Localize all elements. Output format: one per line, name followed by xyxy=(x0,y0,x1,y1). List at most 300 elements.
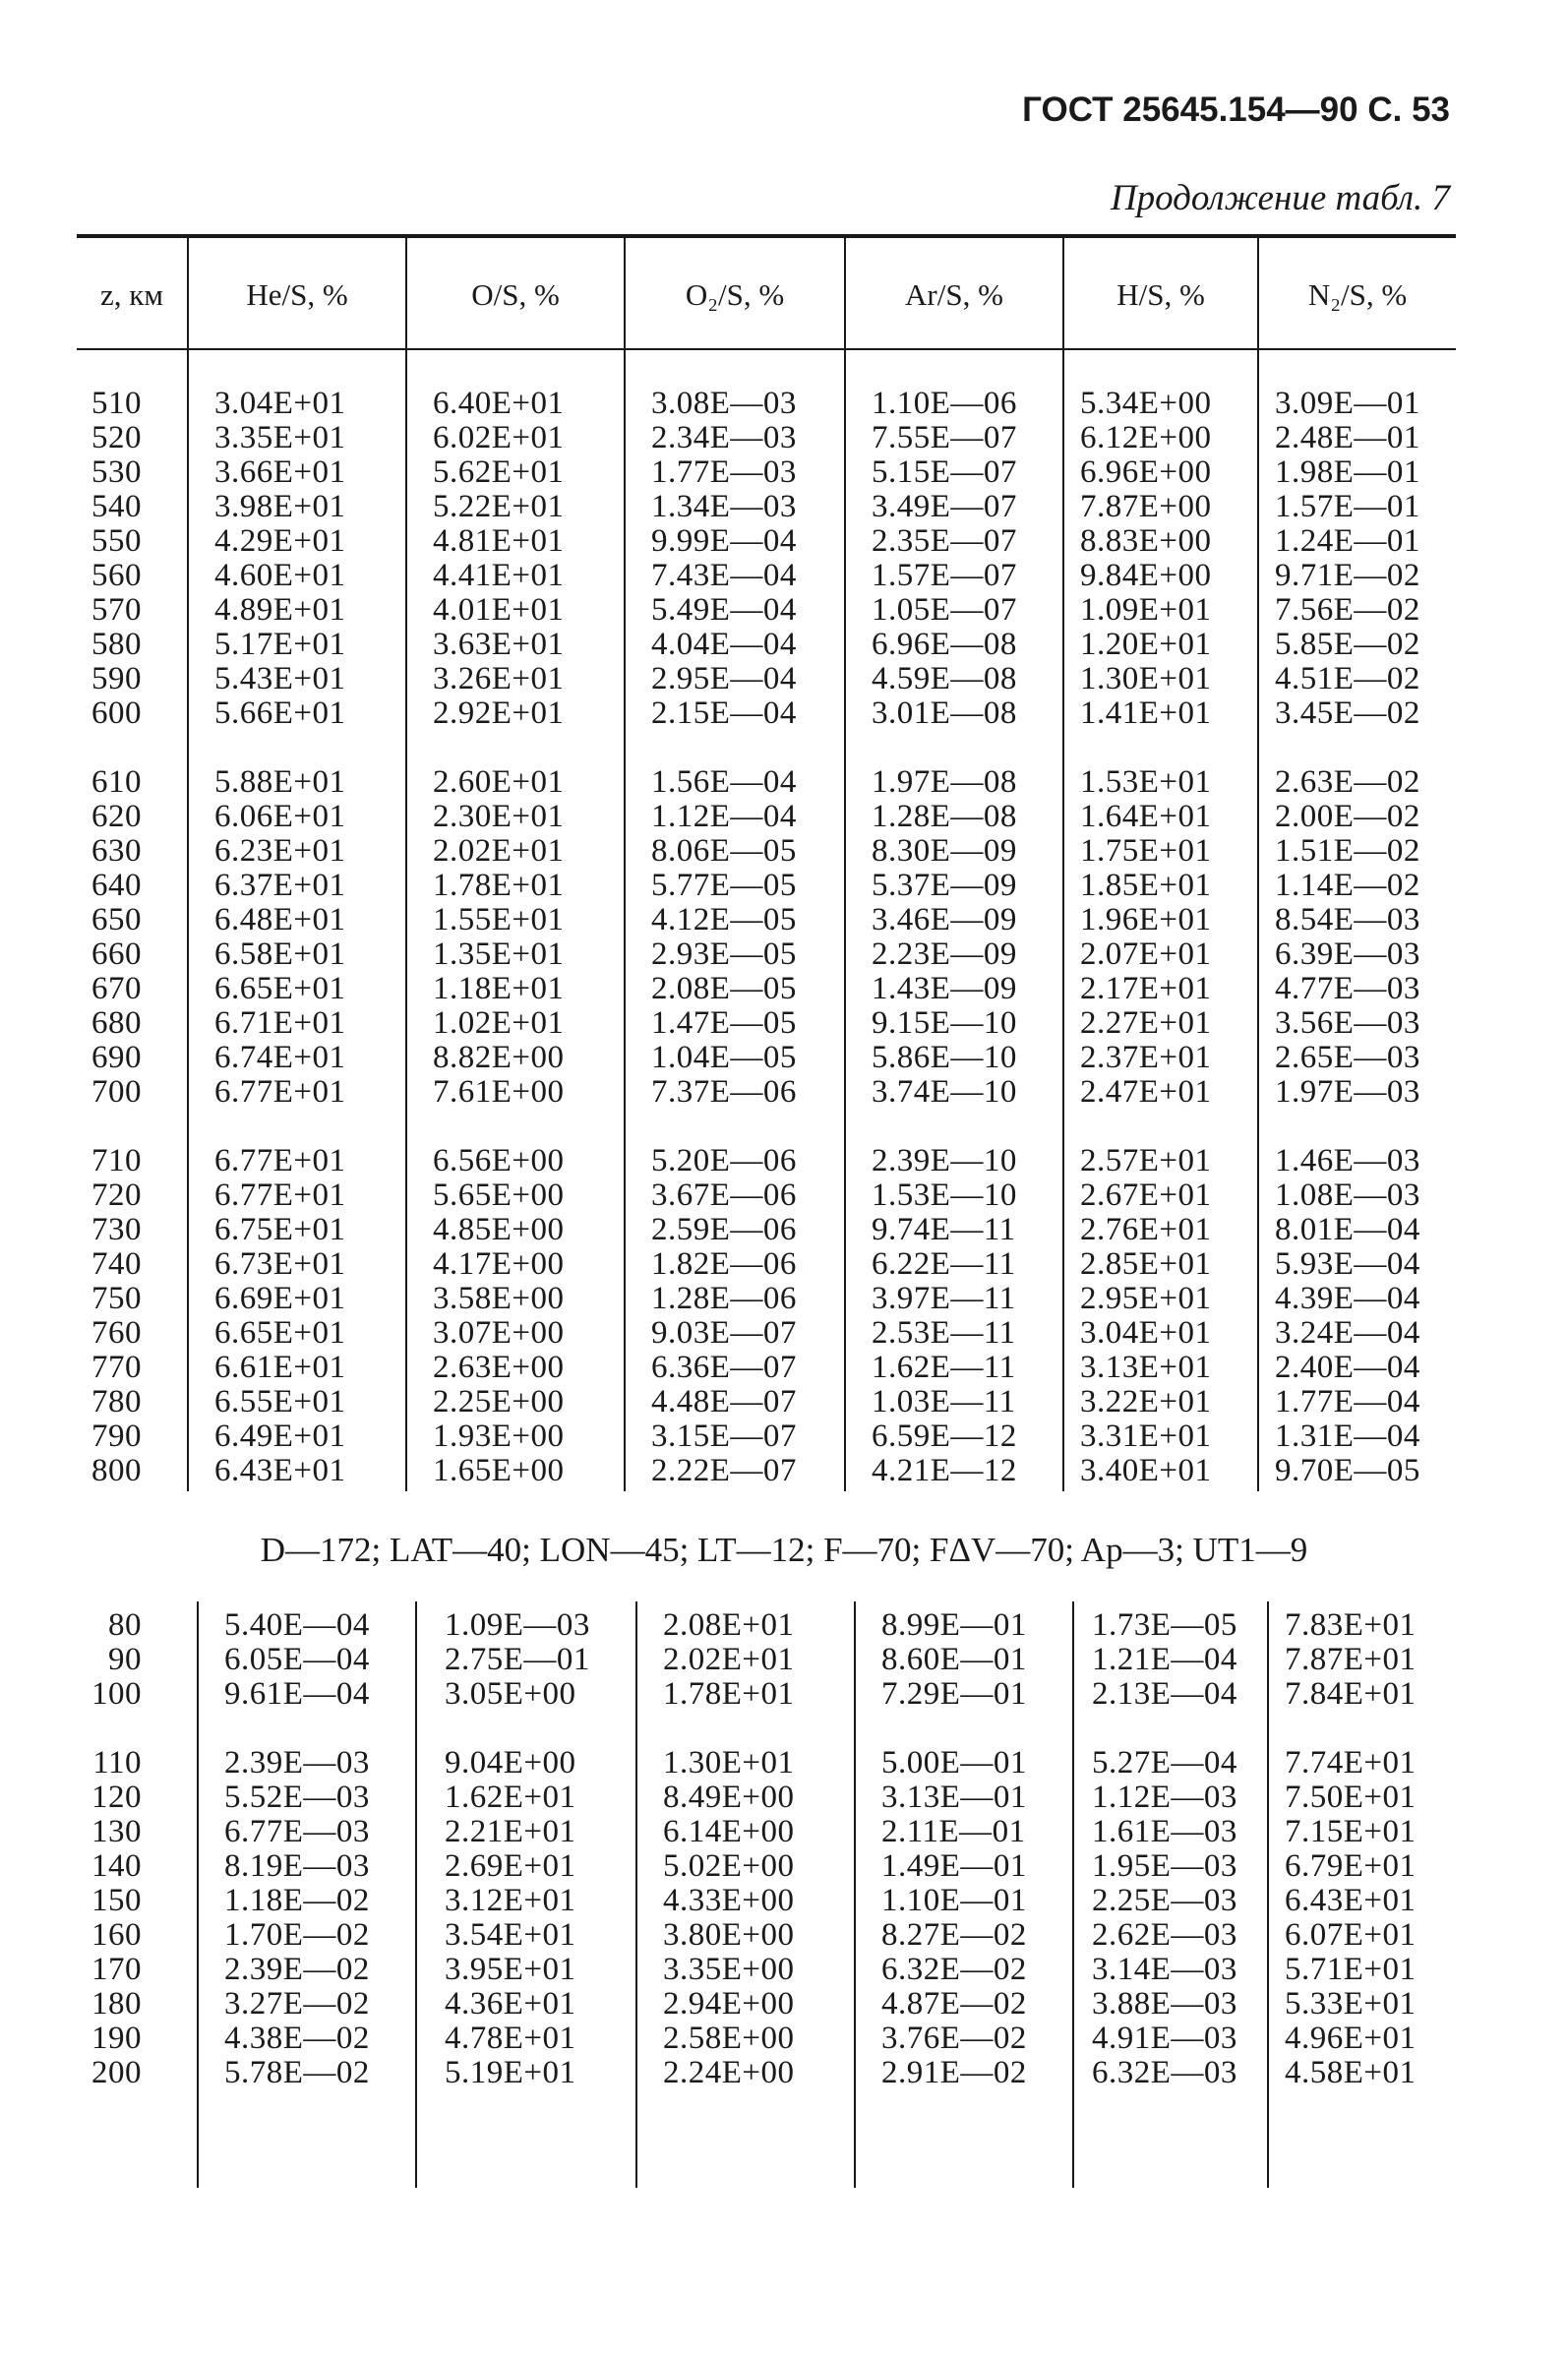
cell-he: 6.65E+01 xyxy=(214,971,346,1006)
cell-o: 3.63E+01 xyxy=(433,627,565,662)
cell-he: 4.38E—02 xyxy=(224,2021,370,2056)
cell-o: 1.78E+01 xyxy=(433,868,565,903)
cell-z: 700 xyxy=(91,1074,142,1110)
cell-o2: 2.58E+00 xyxy=(663,2021,795,2056)
cell-he: 1.70E—02 xyxy=(224,1917,370,1953)
cell-o: 8.82E+00 xyxy=(433,1040,565,1075)
column-divider xyxy=(1257,350,1259,1491)
cell-ar: 4.21E—12 xyxy=(872,1453,1017,1488)
cell-ar: 3.97E—11 xyxy=(872,1281,1016,1316)
cell-o: 2.75E—01 xyxy=(445,1642,590,1677)
cell-z: 520 xyxy=(91,420,142,455)
cell-h: 2.67E+01 xyxy=(1080,1178,1212,1213)
cell-h: 1.96E+01 xyxy=(1080,902,1212,937)
cell-n2: 9.70E—05 xyxy=(1275,1453,1420,1488)
header-divider xyxy=(187,236,189,348)
cell-o: 5.65E+00 xyxy=(433,1178,565,1213)
header-divider xyxy=(624,236,626,348)
cell-z: 780 xyxy=(91,1384,142,1419)
cell-he: 4.89E+01 xyxy=(214,592,346,628)
cell-he: 5.88E+01 xyxy=(214,764,346,800)
cell-o2: 1.12E—04 xyxy=(651,799,797,834)
cell-o: 1.62E+01 xyxy=(445,1780,576,1815)
cell-h: 6.96E+00 xyxy=(1080,454,1212,490)
cell-z: 710 xyxy=(91,1143,142,1178)
cell-he: 6.77E+01 xyxy=(214,1178,346,1213)
cell-ar: 1.10E—01 xyxy=(881,1883,1027,1918)
cell-n2: 7.87E+01 xyxy=(1285,1642,1417,1677)
cell-z: 130 xyxy=(91,1814,142,1849)
cell-he: 6.71E+01 xyxy=(214,1005,346,1041)
cell-n2: 6.43E+01 xyxy=(1285,1883,1417,1918)
cell-ar: 1.28E—08 xyxy=(872,799,1017,834)
cell-o2: 9.99E—04 xyxy=(651,523,797,559)
cell-n2: 7.50E+01 xyxy=(1285,1780,1417,1815)
cell-z: 750 xyxy=(91,1281,142,1316)
cell-he: 3.66E+01 xyxy=(214,454,346,490)
cell-h: 1.85E+01 xyxy=(1080,868,1212,903)
column-divider xyxy=(405,350,407,1491)
cell-o: 6.56E+00 xyxy=(433,1143,565,1178)
column-divider xyxy=(187,350,189,1491)
cell-h: 2.76E+01 xyxy=(1080,1212,1212,1247)
cell-he: 5.66E+01 xyxy=(214,695,346,731)
cell-he: 6.23E+01 xyxy=(214,833,346,869)
cell-h: 2.85E+01 xyxy=(1080,1246,1212,1282)
cell-n2: 3.09E—01 xyxy=(1275,386,1420,421)
cell-o2: 1.28E—06 xyxy=(651,1281,797,1316)
cell-n2: 5.93E—04 xyxy=(1275,1246,1420,1282)
cell-he: 6.06E+01 xyxy=(214,799,346,834)
cell-h: 4.91E—03 xyxy=(1092,2021,1237,2056)
cell-o2: 2.22E—07 xyxy=(651,1453,797,1488)
cell-ar: 7.29E—01 xyxy=(881,1676,1027,1712)
cell-ar: 1.49E—01 xyxy=(881,1848,1027,1884)
cell-h: 5.27E—04 xyxy=(1092,1745,1237,1781)
cell-n2: 4.77E—03 xyxy=(1275,971,1420,1006)
cell-ar: 3.13E—01 xyxy=(881,1780,1027,1815)
cell-o: 3.05E+00 xyxy=(445,1676,576,1712)
cell-z: 560 xyxy=(91,558,142,593)
page-header: ГОСТ 25645.154—90 С. 53 xyxy=(1022,91,1450,129)
cell-o2: 9.03E—07 xyxy=(651,1315,797,1351)
column-divider xyxy=(844,350,846,1491)
column-header-he: He/S, % xyxy=(246,277,348,312)
cell-n2: 9.71E—02 xyxy=(1275,558,1420,593)
cell-ar: 2.53E—11 xyxy=(872,1315,1016,1351)
cell-h: 7.87E+00 xyxy=(1080,489,1212,524)
cell-o: 5.62E+01 xyxy=(433,454,565,490)
cell-o: 9.04E+00 xyxy=(445,1745,576,1781)
cell-o2: 8.49E+00 xyxy=(663,1780,795,1815)
cell-o2: 3.15E—07 xyxy=(651,1419,797,1454)
cell-h: 1.12E—03 xyxy=(1092,1780,1237,1815)
cell-z: 180 xyxy=(91,1986,142,2022)
cell-z: 650 xyxy=(91,902,142,937)
cell-h: 2.62E—03 xyxy=(1092,1917,1237,1953)
cell-he: 8.19E—03 xyxy=(224,1848,370,1884)
cell-z: 100 xyxy=(91,1676,142,1712)
table-header-rule xyxy=(77,348,1456,350)
cell-z: 110 xyxy=(92,1745,142,1781)
cell-he: 9.61E—04 xyxy=(224,1676,370,1712)
cell-h: 9.84E+00 xyxy=(1080,558,1212,593)
column-divider xyxy=(197,1601,199,2188)
cell-he: 5.43E+01 xyxy=(214,661,346,696)
cell-n2: 2.48E—01 xyxy=(1275,420,1420,455)
cell-he: 5.17E+01 xyxy=(214,627,346,662)
cell-o2: 5.20E—06 xyxy=(651,1143,797,1178)
cell-o2: 1.47E—05 xyxy=(651,1005,797,1041)
cell-he: 2.39E—03 xyxy=(224,1745,370,1781)
cell-ar: 1.97E—08 xyxy=(872,764,1017,800)
cell-o2: 4.33E+00 xyxy=(663,1883,795,1918)
cell-o2: 2.94E+00 xyxy=(663,1986,795,2022)
cell-z: 690 xyxy=(91,1040,142,1075)
cell-o2: 2.59E—06 xyxy=(651,1212,797,1247)
cell-o: 4.85E+00 xyxy=(433,1212,565,1247)
cell-he: 6.61E+01 xyxy=(214,1350,346,1385)
cell-z: 730 xyxy=(91,1212,142,1247)
cell-h: 3.22E+01 xyxy=(1080,1384,1212,1419)
cell-o2: 8.06E—05 xyxy=(651,833,797,869)
cell-h: 1.73E—05 xyxy=(1092,1607,1237,1643)
cell-o: 7.61E+00 xyxy=(433,1074,565,1110)
cell-n2: 7.84E+01 xyxy=(1285,1676,1417,1712)
cell-h: 1.30E+01 xyxy=(1080,661,1212,696)
cell-n2: 4.58E+01 xyxy=(1285,2055,1417,2090)
cell-o2: 5.77E—05 xyxy=(651,868,797,903)
cell-ar: 1.03E—11 xyxy=(872,1384,1016,1419)
cell-he: 6.43E+01 xyxy=(214,1453,346,1488)
column-header-n2: N₂/S, % xyxy=(1307,277,1408,312)
cell-ar: 3.74E—10 xyxy=(872,1074,1017,1110)
cell-n2: 5.85E—02 xyxy=(1275,627,1420,662)
cell-o: 1.02E+01 xyxy=(433,1005,565,1041)
cell-he: 6.77E+01 xyxy=(214,1143,346,1178)
cell-h: 2.57E+01 xyxy=(1080,1143,1212,1178)
cell-z: 640 xyxy=(91,868,142,903)
cell-ar: 2.11E—01 xyxy=(881,1814,1026,1849)
cell-z: 540 xyxy=(91,489,142,524)
cell-ar: 6.96E—08 xyxy=(872,627,1017,662)
cell-o: 5.19E+01 xyxy=(445,2055,576,2090)
cell-o2: 1.78E+01 xyxy=(663,1676,795,1712)
cell-z: 790 xyxy=(91,1419,142,1454)
cell-n2: 2.63E—02 xyxy=(1275,764,1420,800)
cell-he: 5.78E—02 xyxy=(224,2055,370,2090)
cell-o: 4.01E+01 xyxy=(433,592,565,628)
cell-n2: 1.08E—03 xyxy=(1275,1178,1420,1213)
cell-n2: 2.00E—02 xyxy=(1275,799,1420,834)
cell-n2: 4.51E—02 xyxy=(1275,661,1420,696)
cell-he: 6.58E+01 xyxy=(214,936,346,972)
cell-z: 120 xyxy=(91,1780,142,1815)
cell-z: 610 xyxy=(91,764,142,800)
cell-h: 3.40E+01 xyxy=(1080,1453,1212,1488)
cell-o2: 6.14E+00 xyxy=(663,1814,795,1849)
cell-o2: 2.02E+01 xyxy=(663,1642,795,1677)
cell-o2: 1.04E—05 xyxy=(651,1040,797,1075)
cell-z: 510 xyxy=(91,386,142,421)
cell-he: 6.05E—04 xyxy=(224,1642,370,1677)
cell-he: 6.37E+01 xyxy=(214,868,346,903)
column-header-ar: Ar/S, % xyxy=(905,277,1003,312)
cell-he: 6.48E+01 xyxy=(214,902,346,937)
cell-o: 2.25E+00 xyxy=(433,1384,565,1419)
cell-o2: 7.37E—06 xyxy=(651,1074,797,1110)
cell-he: 4.29E+01 xyxy=(214,523,346,559)
cell-h: 5.34E+00 xyxy=(1080,386,1212,421)
cell-o: 1.35E+01 xyxy=(433,936,565,972)
cell-ar: 8.30E—09 xyxy=(872,833,1017,869)
cell-o2: 4.48E—07 xyxy=(651,1384,797,1419)
cell-ar: 2.91E—02 xyxy=(881,2055,1027,2090)
cell-o: 2.69E+01 xyxy=(445,1848,576,1884)
cell-h: 3.04E+01 xyxy=(1080,1315,1212,1351)
cell-he: 5.40E—04 xyxy=(224,1607,370,1643)
cell-z: 590 xyxy=(91,661,142,696)
cell-he: 6.77E+01 xyxy=(214,1074,346,1110)
cell-n2: 1.97E—03 xyxy=(1275,1074,1420,1110)
cell-n2: 1.31E—04 xyxy=(1275,1419,1420,1454)
cell-ar: 7.55E—07 xyxy=(872,420,1017,455)
header-divider xyxy=(405,236,407,348)
cell-ar: 8.27E—02 xyxy=(881,1917,1027,1953)
cell-h: 6.32E—03 xyxy=(1092,2055,1237,2090)
cell-z: 740 xyxy=(91,1246,142,1282)
cell-n2: 2.65E—03 xyxy=(1275,1040,1420,1075)
cell-z: 150 xyxy=(91,1883,142,1918)
cell-z: 660 xyxy=(91,936,142,972)
cell-ar: 6.32E—02 xyxy=(881,1952,1027,1987)
table-continuation-caption: Продолжение табл. 7 xyxy=(1110,178,1450,218)
cell-n2: 1.14E—02 xyxy=(1275,868,1420,903)
cell-h: 2.95E+01 xyxy=(1080,1281,1212,1316)
cell-o2: 2.93E—05 xyxy=(651,936,797,972)
cell-n2: 1.46E—03 xyxy=(1275,1143,1420,1178)
cell-ar: 1.53E—10 xyxy=(872,1178,1017,1213)
cell-z: 620 xyxy=(91,799,142,834)
cell-n2: 1.57E—01 xyxy=(1275,489,1420,524)
cell-h: 3.14E—03 xyxy=(1092,1952,1237,1987)
cell-o2: 4.12E—05 xyxy=(651,902,797,937)
cell-o2: 1.34E—03 xyxy=(651,489,797,524)
cell-n2: 7.74E+01 xyxy=(1285,1745,1417,1781)
cell-n2: 1.24E—01 xyxy=(1275,523,1420,559)
cell-n2: 4.96E+01 xyxy=(1285,2021,1417,2056)
cell-z: 200 xyxy=(91,2055,142,2090)
cell-he: 6.77E—03 xyxy=(224,1814,370,1849)
cell-he: 3.04E+01 xyxy=(214,386,346,421)
cell-h: 2.37E+01 xyxy=(1080,1040,1212,1075)
header-divider xyxy=(844,236,846,348)
cell-ar: 9.15E—10 xyxy=(872,1005,1017,1041)
cell-z: 580 xyxy=(91,627,142,662)
cell-n2: 6.79E+01 xyxy=(1285,1848,1417,1884)
column-divider xyxy=(635,1601,637,2188)
cell-o: 3.26E+01 xyxy=(433,661,565,696)
cell-h: 3.88E—03 xyxy=(1092,1986,1237,2022)
cell-o2: 2.95E—04 xyxy=(651,661,797,696)
cell-z: 670 xyxy=(91,971,142,1006)
cell-he: 6.55E+01 xyxy=(214,1384,346,1419)
cell-ar: 6.59E—12 xyxy=(872,1419,1017,1454)
cell-z: 770 xyxy=(91,1350,142,1385)
cell-he: 3.98E+01 xyxy=(214,489,346,524)
cell-z: 160 xyxy=(91,1917,142,1953)
cell-h: 6.12E+00 xyxy=(1080,420,1212,455)
cell-z: 760 xyxy=(91,1315,142,1351)
cell-ar: 3.01E—08 xyxy=(872,695,1017,731)
cell-o: 6.40E+01 xyxy=(433,386,565,421)
cell-h: 2.13E—04 xyxy=(1092,1676,1237,1712)
column-divider xyxy=(1267,1601,1269,2188)
cell-o2: 1.77E—03 xyxy=(651,454,797,490)
column-divider xyxy=(854,1601,856,2188)
cell-z: 600 xyxy=(91,695,142,731)
cell-n2: 2.40E—04 xyxy=(1275,1350,1420,1385)
cell-n2: 6.07E+01 xyxy=(1285,1917,1417,1953)
cell-o: 1.18E+01 xyxy=(433,971,565,1006)
cell-o2: 2.08E+01 xyxy=(663,1607,795,1643)
cell-z: 570 xyxy=(91,592,142,628)
cell-n2: 6.39E—03 xyxy=(1275,936,1420,972)
cell-o: 6.02E+01 xyxy=(433,420,565,455)
cell-o: 2.60E+01 xyxy=(433,764,565,800)
cell-h: 2.07E+01 xyxy=(1080,936,1212,972)
header-divider xyxy=(1062,236,1064,348)
cell-he: 6.74E+01 xyxy=(214,1040,346,1075)
cell-o: 2.21E+01 xyxy=(445,1814,576,1849)
column-divider xyxy=(1062,350,1064,1491)
cell-he: 3.27E—02 xyxy=(224,1986,370,2022)
table-top-rule xyxy=(77,234,1456,238)
cell-n2: 7.83E+01 xyxy=(1285,1607,1417,1643)
cell-ar: 1.10E—06 xyxy=(872,386,1017,421)
cell-he: 6.65E+01 xyxy=(214,1315,346,1351)
cell-h: 3.31E+01 xyxy=(1080,1419,1212,1454)
cell-n2: 4.39E—04 xyxy=(1275,1281,1420,1316)
cell-ar: 3.49E—07 xyxy=(872,489,1017,524)
cell-h: 8.83E+00 xyxy=(1080,523,1212,559)
cell-o2: 2.15E—04 xyxy=(651,695,797,731)
cell-he: 1.18E—02 xyxy=(224,1883,370,1918)
cell-ar: 3.46E—09 xyxy=(872,902,1017,937)
cell-z: 630 xyxy=(91,833,142,869)
cell-o: 2.30E+01 xyxy=(433,799,565,834)
cell-ar: 5.15E—07 xyxy=(872,454,1017,490)
cell-o: 2.92E+01 xyxy=(433,695,565,731)
cell-he: 6.73E+01 xyxy=(214,1246,346,1282)
cell-o: 4.78E+01 xyxy=(445,2021,576,2056)
cell-he: 6.69E+01 xyxy=(214,1281,346,1316)
cell-h: 2.47E+01 xyxy=(1080,1074,1212,1110)
cell-he: 2.39E—02 xyxy=(224,1952,370,1987)
cell-he: 3.35E+01 xyxy=(214,420,346,455)
cell-he: 6.75E+01 xyxy=(214,1212,346,1247)
cell-o2: 2.24E+00 xyxy=(663,2055,795,2090)
cell-o: 2.63E+00 xyxy=(433,1350,565,1385)
cell-o2: 3.67E—06 xyxy=(651,1178,797,1213)
cell-ar: 1.62E—11 xyxy=(872,1350,1016,1385)
cell-ar: 4.87E—02 xyxy=(881,1986,1027,2022)
column-divider xyxy=(624,350,626,1491)
cell-o2: 6.36E—07 xyxy=(651,1350,797,1385)
cell-h: 1.21E—04 xyxy=(1092,1642,1237,1677)
cell-ar: 8.60E—01 xyxy=(881,1642,1027,1677)
cell-n2: 5.71E+01 xyxy=(1285,1952,1417,1987)
cell-o2: 5.49E—04 xyxy=(651,592,797,628)
column-header-o: O/S, % xyxy=(471,277,560,312)
cell-h: 1.20E+01 xyxy=(1080,627,1212,662)
cell-ar: 5.86E—10 xyxy=(872,1040,1017,1075)
cell-he: 6.49E+01 xyxy=(214,1419,346,1454)
cell-h: 1.41E+01 xyxy=(1080,695,1212,731)
cell-o2: 5.02E+00 xyxy=(663,1848,795,1884)
model-parameters: D—172; LAT—40; LON—45; LT—12; F—70; FΔV—70; Ap—3; UT1—9 xyxy=(260,1531,1308,1569)
cell-ar: 3.76E—02 xyxy=(881,2021,1027,2056)
cell-n2: 3.56E—03 xyxy=(1275,1005,1420,1041)
cell-h: 1.61E—03 xyxy=(1092,1814,1237,1849)
cell-n2: 1.98E—01 xyxy=(1275,454,1420,490)
cell-o: 3.12E+01 xyxy=(445,1883,576,1918)
cell-h: 1.09E+01 xyxy=(1080,592,1212,628)
cell-z: 80 xyxy=(108,1607,142,1643)
cell-n2: 7.15E+01 xyxy=(1285,1814,1417,1849)
cell-z: 140 xyxy=(91,1848,142,1884)
cell-n2: 8.54E—03 xyxy=(1275,902,1420,937)
cell-z: 680 xyxy=(91,1005,142,1041)
cell-o: 5.22E+01 xyxy=(433,489,565,524)
cell-o: 3.54E+01 xyxy=(445,1917,576,1953)
cell-ar: 6.22E—11 xyxy=(872,1246,1016,1282)
cell-ar: 2.35E—07 xyxy=(872,523,1017,559)
cell-o2: 3.08E—03 xyxy=(651,386,797,421)
cell-z: 800 xyxy=(91,1453,142,1488)
cell-o: 1.09E—03 xyxy=(445,1607,590,1643)
cell-ar: 4.59E—08 xyxy=(872,661,1017,696)
header-divider xyxy=(1257,236,1259,348)
cell-ar: 9.74E—11 xyxy=(872,1212,1016,1247)
cell-o: 1.55E+01 xyxy=(433,902,565,937)
cell-h: 2.17E+01 xyxy=(1080,971,1212,1006)
cell-z: 550 xyxy=(91,523,142,559)
cell-ar: 8.99E—01 xyxy=(881,1607,1027,1643)
cell-o: 1.65E+00 xyxy=(433,1453,565,1488)
cell-o2: 4.04E—04 xyxy=(651,627,797,662)
cell-o2: 2.34E—03 xyxy=(651,420,797,455)
cell-o: 2.02E+01 xyxy=(433,833,565,869)
cell-o: 4.36E+01 xyxy=(445,1986,576,2022)
cell-n2: 3.24E—04 xyxy=(1275,1315,1420,1351)
cell-o: 1.93E+00 xyxy=(433,1419,565,1454)
cell-ar: 5.00E—01 xyxy=(881,1745,1027,1781)
cell-o: 4.41E+01 xyxy=(433,558,565,593)
cell-z: 190 xyxy=(91,2021,142,2056)
cell-ar: 2.39E—10 xyxy=(872,1143,1017,1178)
model-parameters-line xyxy=(0,1531,1568,1570)
cell-o: 3.95E+01 xyxy=(445,1952,576,1987)
cell-o2: 3.80E+00 xyxy=(663,1917,795,1953)
cell-o: 3.58E+00 xyxy=(433,1281,565,1316)
cell-z: 90 xyxy=(108,1642,142,1677)
column-header-o2: O₂/S, % xyxy=(685,277,785,312)
cell-ar: 1.43E—09 xyxy=(872,971,1017,1006)
cell-o2: 1.56E—04 xyxy=(651,764,797,800)
cell-n2: 3.45E—02 xyxy=(1275,695,1420,731)
cell-o: 3.07E+00 xyxy=(433,1315,565,1351)
